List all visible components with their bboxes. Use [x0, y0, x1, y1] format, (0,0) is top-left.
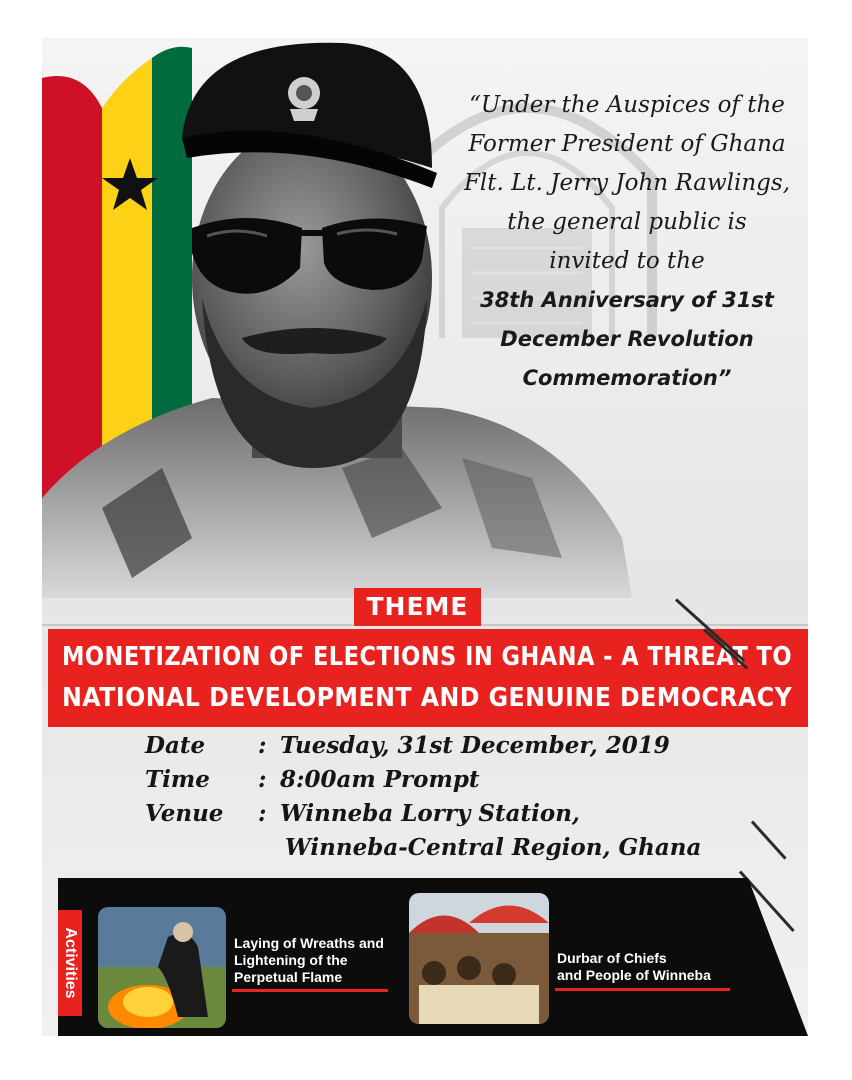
activity-1-line: Laying of Wreaths and: [234, 935, 384, 951]
activity-2-line: Durbar of Chiefs: [557, 950, 667, 966]
wreath-laying-photo: [98, 907, 226, 1028]
quote-line: invited to the: [549, 248, 705, 274]
quote-line: Flt. Lt. Jerry John Rawlings,: [463, 170, 791, 196]
activity-2-text: [557, 950, 711, 984]
invitation-quote: [462, 86, 792, 398]
date-label: Date: [145, 732, 206, 759]
theme-banner: [48, 629, 808, 727]
quote-line-emphasis: December Revolution: [500, 327, 754, 351]
activity-1-line: Perpetual Flame: [234, 969, 343, 985]
separator: :: [258, 732, 267, 759]
activity-2-line: and People of Winneba: [557, 967, 711, 983]
activity-1-underline: [232, 989, 388, 992]
activities-tab: [58, 910, 82, 1016]
separator: :: [258, 800, 267, 827]
venue-value: Winneba Lorry Station,: [280, 800, 580, 827]
time-label: Time: [145, 766, 210, 793]
quote-line: the general public is: [507, 209, 747, 235]
date-value: Tuesday, 31st December, 2019: [280, 732, 670, 759]
quote-line-emphasis: 38th Anniversary of 31st: [480, 288, 774, 312]
time-value: 8:00am Prompt: [280, 766, 480, 793]
venue-label: Venue: [145, 800, 224, 827]
activity-2-underline: [555, 988, 730, 991]
quote-line: “Under the Auspices of the: [469, 92, 785, 118]
theme-line-1: MONETIZATION OF ELECTIONS IN GHANA - A THREAT TO: [62, 642, 792, 672]
durbar-photo: [409, 893, 549, 1024]
venue-value-2: Winneba-Central Region, Ghana: [285, 834, 702, 861]
activity-1-line: Lightening of the: [234, 952, 348, 968]
separator: :: [258, 766, 267, 793]
activity-1-text: [234, 935, 384, 986]
theme-label: THEME: [354, 588, 481, 626]
quote-line-emphasis: Commemoration”: [522, 366, 732, 390]
quote-line: Former President of Ghana: [468, 131, 786, 157]
theme-line-2: NATIONAL DEVELOPMENT AND GENUINE DEMOCRACY: [62, 683, 793, 713]
activities-label: Activities: [62, 927, 79, 999]
